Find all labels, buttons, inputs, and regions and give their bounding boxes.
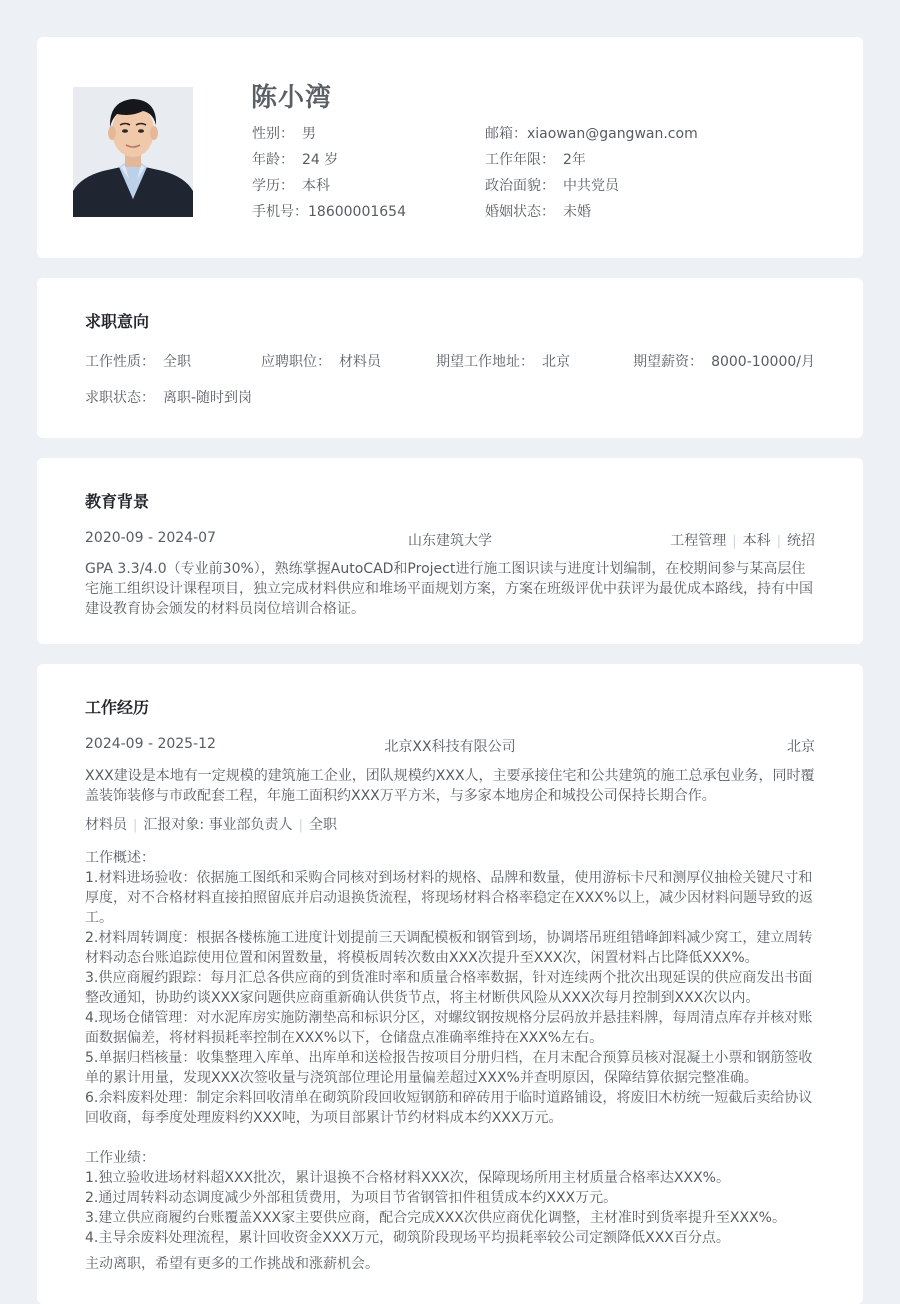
education-description: GPA 3.3/4.0（专业前30%），熟练掌握AutoCAD和Project进行施工图识读与进度计划编制，在校期间参与某高层住宅施工组织设计课程项目，独立完成材料供应和堆场平面规划方案，方案在班级评优中获评为最优成本路线，持有中国建设教育协会颁发的材料员岗位培训合格证。 bbox=[85, 561, 813, 617]
work-experience-card bbox=[37, 664, 863, 1304]
overview-item: 1.材料进场验收：依据施工图纸和采购合同核对到场材料的规格、品牌和数量，使用游标卡尺和测厚仪抽检关键尺寸和厚度，对不合格材料直接拍照留底并启动退换货流程，将现场材料合格率稳定在XXX%以上，减少因材料问题导致的返工。 bbox=[85, 870, 814, 926]
position-value: 材料员 bbox=[339, 354, 381, 370]
overview-item: 4.现场仓储管理：对水泥库房实施防潮垫高和标识分区，对螺纹钢按规格分层码放并悬挂料牌，每周清点库存并核对账面数据偏差，将材料损耗率控制在XXX%以下，仓储盘点准确率维持在XXX%左右。 bbox=[85, 1010, 813, 1046]
overview-item: 6.余料废料处理：制定余料回收清单在砌筑阶段回收短钢筋和碎砖用于临时道路铺设，将废旧木枋统一短截后卖给协议回收商，每季度处理废料约XXX吨，为项目部累计节约材料成本约XXX万元。 bbox=[85, 1090, 813, 1126]
role: 材料员 bbox=[85, 817, 127, 833]
status-label: 求职状态： bbox=[85, 390, 155, 406]
major: 工程管理 bbox=[670, 533, 727, 549]
gender-label: 性别： bbox=[252, 126, 294, 142]
marital-label: 婚姻状态： bbox=[485, 204, 555, 220]
politics-label: 政治面貌： bbox=[485, 178, 555, 194]
overview-item: 2.材料周转调度：根据各楼栋施工进度计划提前三天调配模板和钢管到场，协调塔吊班组错峰卸料减少窝工，建立周转材料动态台账追踪使用位置和闲置数量，将模板周转次数由XXX次提升至XXX次，闲置材料占比降低XXX%。 bbox=[85, 930, 813, 966]
person-portrait-icon bbox=[73, 87, 193, 217]
age-value: 24 岁 bbox=[302, 152, 339, 168]
work-city: 北京 bbox=[787, 739, 815, 755]
gender-field bbox=[252, 123, 316, 143]
school-name: 山东建筑大学 bbox=[408, 533, 492, 549]
enrollment-type: 统招 bbox=[787, 533, 815, 549]
overview-label: 工作概述： bbox=[85, 850, 155, 866]
location-field bbox=[436, 351, 570, 371]
section-title-work: 工作经历 bbox=[85, 698, 150, 717]
marital-field bbox=[485, 201, 591, 221]
achievement-item: 2.通过周转料动态调度减少外部租赁费用，为项目节省钢管扣件租赁成本约XXX万元。 bbox=[85, 1190, 618, 1206]
candidate-name: 陈小湾 bbox=[251, 83, 333, 113]
achievement-item: 4.主导余废料处理流程，累计回收资金XXX万元，砌筑阶段现场平均损耗率较公司定额降低XXX百分点。 bbox=[85, 1230, 730, 1246]
leave-reason: 主动离职，希望有更多的工作挑战和涨薪机会。 bbox=[85, 1256, 379, 1272]
email-value: xiaowan@gangwan.com bbox=[527, 126, 698, 142]
salary-field bbox=[633, 351, 815, 371]
work-job-type: 全职 bbox=[308, 817, 337, 833]
marital-value: 未婚 bbox=[563, 204, 591, 220]
email-label: 邮箱： bbox=[485, 126, 527, 142]
degree-tag: 本科 bbox=[742, 533, 771, 549]
status-field bbox=[85, 387, 252, 407]
education-period: 2020-09 - 2024-07 bbox=[85, 530, 216, 546]
politics-field bbox=[485, 175, 619, 195]
gender-value: 男 bbox=[302, 126, 316, 142]
position-label: 应聘职位： bbox=[261, 354, 331, 370]
achievements-label: 工作业绩： bbox=[85, 1150, 155, 1166]
location-value: 北京 bbox=[542, 354, 570, 370]
overview-block bbox=[85, 848, 817, 1128]
company-name: 北京XX科技有限公司 bbox=[384, 739, 516, 755]
salary-label: 期望薪资： bbox=[633, 354, 704, 370]
degree-label: 学历： bbox=[252, 178, 294, 194]
achievement-item: 1.独立验收进场材料超XXX批次，累计退换不合格材料XXX次，保障现场所用主材质量合格率达XXX%。 bbox=[85, 1170, 730, 1186]
job-intent-card bbox=[37, 278, 863, 438]
work-period: 2024-09 - 2025-12 bbox=[85, 736, 216, 752]
education-card bbox=[37, 458, 863, 644]
overview-item: 3.供应商履约跟踪：每月汇总各供应商的到货准时率和质量合格率数据，针对连续两个批次出现延误的供应商发出书面整改通知，协助约谈XXX家问题供应商重新确认供货节点，将主材断供风险从XXX次每月控制到XXX次以内。 bbox=[85, 970, 813, 1006]
company-description: XXX建设是本地有一定规模的建筑施工企业，团队规模约XXX人，主要承接住宅和公共建筑的施工总承包业务，同时覆盖装饰装修与市政配套工程，年施工面积约XXX万平方米，与多家本地房企和城投公司保持长期合作。 bbox=[85, 768, 815, 804]
overview-item: 5.单据归档核量：收集整理入库单、出库单和送检报告按项目分册归档，在月末配合预算员核对混凝土小票和钢筋签收单的累计用量，发现XXX次签收量与浇筑部位理论用量偏差超过XXX%并查明原因，保障结算依据完整准确。 bbox=[85, 1050, 813, 1086]
profile-card bbox=[37, 37, 863, 258]
age-label: 年龄： bbox=[252, 152, 294, 168]
degree-value: 本科 bbox=[302, 178, 330, 194]
phone-field bbox=[252, 201, 406, 221]
job-type-value: 全职 bbox=[163, 354, 191, 370]
years-value: 2年 bbox=[563, 152, 586, 168]
location-label: 期望工作地址： bbox=[436, 354, 534, 370]
achievements-block bbox=[85, 1148, 817, 1248]
education-tags: 工程管理 | 本科 | 统招 bbox=[670, 533, 815, 549]
years-label: 工作年限： bbox=[485, 152, 555, 168]
role-tags: 材料员 | 汇报对象: 事业部负责人 | 全职 bbox=[85, 817, 337, 833]
phone-label: 手机号： bbox=[252, 204, 308, 220]
phone-value: 18600001654 bbox=[308, 204, 406, 220]
report-to: 汇报对象: 事业部负责人 bbox=[143, 817, 293, 833]
achievement-item: 3.建立供应商履约台账覆盖XXX家主要供应商，配合完成XXX次供应商优化调整，主材准时到货率提升至XXX%。 bbox=[85, 1210, 786, 1226]
email-field bbox=[485, 123, 698, 143]
degree-field bbox=[252, 175, 330, 195]
salary-value: 8000-10000/月 bbox=[711, 354, 815, 370]
job-type-field bbox=[85, 351, 191, 371]
years-field bbox=[485, 149, 586, 169]
status-value: 离职-随时到岗 bbox=[163, 390, 253, 406]
section-title-education: 教育背景 bbox=[85, 492, 150, 511]
avatar-photo bbox=[73, 87, 193, 217]
age-field bbox=[252, 149, 338, 169]
job-type-label: 工作性质： bbox=[85, 354, 155, 370]
section-title-intent: 求职意向 bbox=[85, 312, 150, 331]
politics-value: 中共党员 bbox=[563, 178, 619, 194]
position-field bbox=[261, 351, 381, 371]
